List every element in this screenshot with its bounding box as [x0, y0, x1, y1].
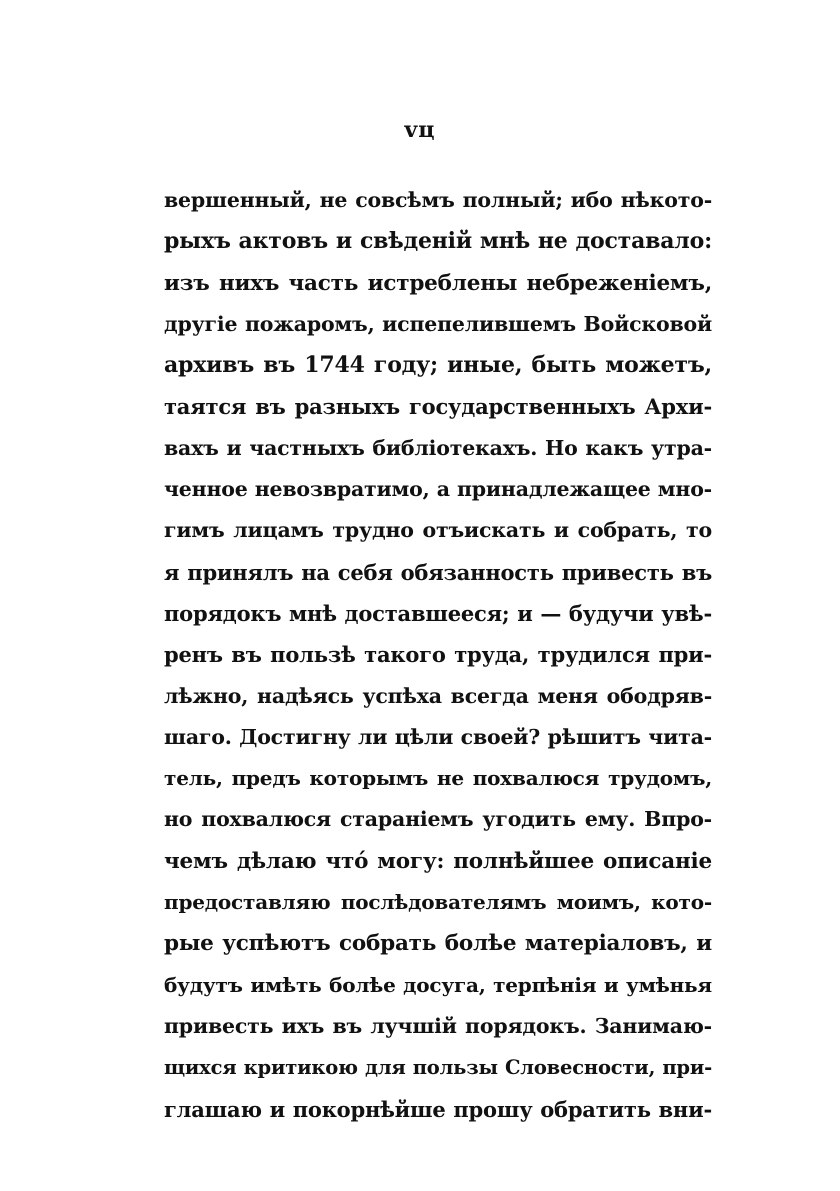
- text-line: гимъ лицамъ трудно отъискать и собрать, то: [164, 518, 712, 543]
- text-line: вахъ и частныхъ библiотекахъ. Но какъ утра-: [164, 435, 712, 460]
- text-line: изъ нихъ часть истреблены небреженiемъ,: [164, 270, 712, 296]
- text-line: рыхъ актовъ и свѣденiй мнѣ не доставало:: [164, 228, 712, 255]
- body-text: [164, 180, 712, 1130]
- text-line: рые успѣютъ собрать болѣе матерiаловъ, и: [164, 931, 712, 957]
- text-line: чемъ дѣлаю что́ могу: полнѣйшее описанiе: [164, 848, 712, 874]
- text-line: шаго. Достигну ли цѣли своей? рѣшитъ чита-: [164, 724, 712, 749]
- text-line: привесть ихъ въ лучшiй порядокъ. Занимаю-: [164, 1013, 712, 1038]
- text-line: тель, предъ которымъ не похвалюся трудомъ,: [164, 766, 712, 791]
- page-number: vц: [404, 117, 436, 143]
- text-line: будутъ имѣть болѣе досуга, терпѣнiя и умѣнья: [164, 972, 712, 997]
- text-line: порядокъ мнѣ доставшееся; и — будучи увѣ-: [164, 600, 712, 626]
- text-line: ченное невозвратимо, а принадлежащее мно-: [164, 477, 712, 502]
- text-line: я принялъ на себя обязанность привесть въ: [164, 559, 712, 585]
- text-line: таятся въ разныхъ государственныхъ Архи-: [164, 394, 712, 420]
- text-line: лѣжно, надѣясь успѣха всегда меня ободряв-: [164, 683, 712, 708]
- text-line: другiе пожаромъ, испепелившемъ Войсковой: [164, 311, 712, 336]
- text-line: но похвалюся старанiемъ угодить ему. Впро-: [164, 807, 712, 832]
- text-line: щихся критикою для пользы Словесности, при-: [164, 1056, 712, 1080]
- text-line: вершенный, не совсѣмъ полный; ибо нѣкото-: [164, 188, 712, 212]
- text-line: глашаю и покорнѣйше прошу обратить вни-: [164, 1096, 712, 1122]
- text-line: архивъ въ 1744 году; иные, быть можетъ,: [164, 352, 712, 379]
- text-line: предоставляю послѣдователямъ моимъ, кото-: [164, 890, 712, 915]
- text-line: ренъ въ пользѣ такого труда, трудился при-: [164, 642, 712, 668]
